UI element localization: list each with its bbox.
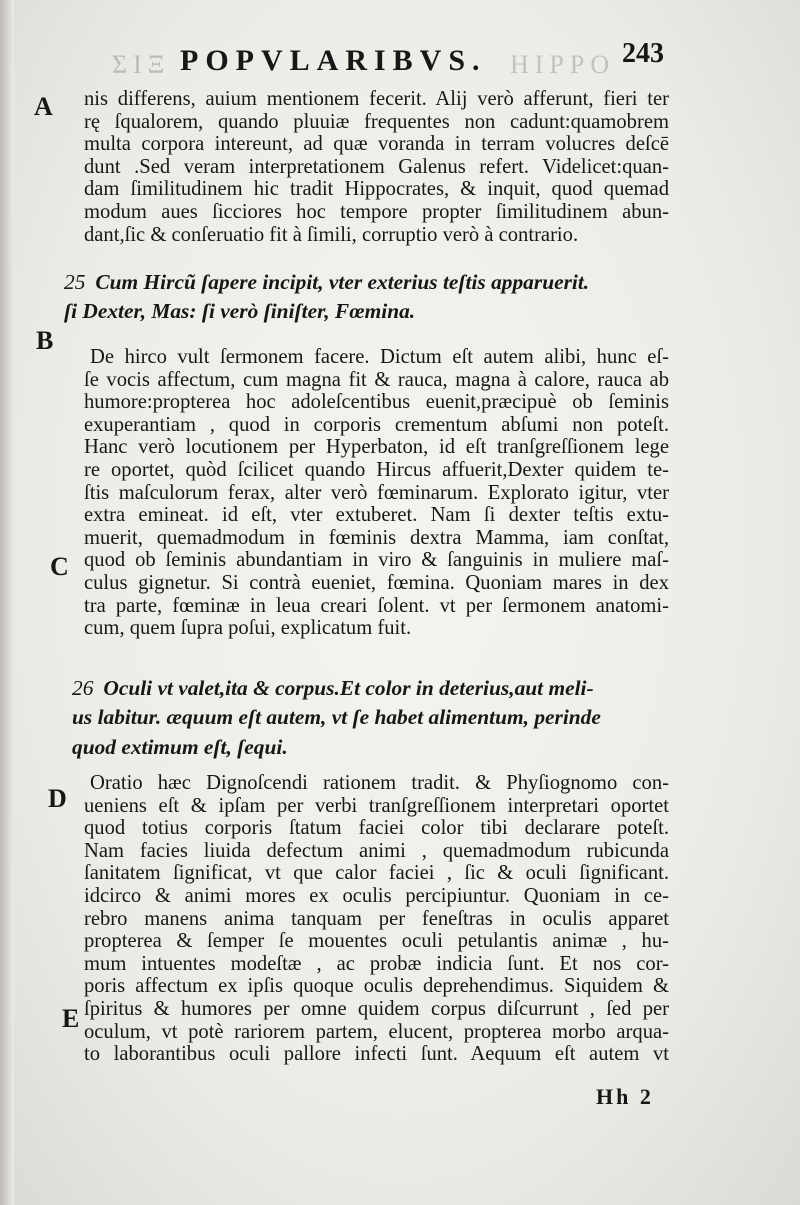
text-line: poris affectum ex ipſis quoque oculis deprehendimus. Siquidem & <box>84 975 669 998</box>
commentary-paragraph <box>84 346 669 640</box>
text-line: ueniens eſt & ipſam per verbi tranſgreſſionem interpretari oportet <box>84 794 669 817</box>
margin-letter-d: D <box>48 784 67 813</box>
page-gutter-shadow <box>0 0 14 1205</box>
text-line: culus gignetur. Si contrà eueniet, fœmina. Quoniam mares in dex <box>84 571 669 594</box>
text-line: to laborantibus oculi pallore infecti ſunt. Aequum eſt autem vt <box>84 1043 669 1066</box>
text-line: quod ob ſeminis abundantiam in viro & ſanguinis in muliere maſ- <box>84 549 669 572</box>
aphorism-26 <box>72 674 672 762</box>
text-line: Oratio hæc Dignoſcendi rationem tradit. & Phyſiognomo con- <box>90 772 669 794</box>
signature-mark: Hh 2 <box>596 1084 654 1109</box>
text-line: dunt .Sed veram interpretationem Galenus refert. Videlicet:quan- <box>84 155 669 178</box>
text-line: cum, quem ſupra poſui, explicatum fuit. <box>84 617 412 640</box>
text-line: exuperantiam , quod in corporis crementum abſumi non poteſt. <box>84 413 669 436</box>
text-line: modum aues ſicciores hoc tempore propter ſimilitudinem abun- <box>84 200 669 223</box>
margin-letter-b: B <box>36 326 54 355</box>
text-line: rę ſqualorem, quando pluuiæ frequentes non cadunt:quamobrem <box>84 110 669 133</box>
text-line: multa corpora intereunt, ad quæ voranda in terram volucres deſcē <box>84 133 669 156</box>
bleed-through-text: ΣIΞ <box>112 50 171 79</box>
page-number: 243 <box>622 38 664 69</box>
text-line: De hirco vult ſermonem facere. Dictum eſt autem alibi, hunc eſ- <box>90 346 669 368</box>
aphorism-text: us labitur. æquum eſt autem, vt ſe habet alimentum, perinde <box>72 705 601 730</box>
text-line: Nam facies liuida defectum animi , quemadmodum rubicunda <box>84 839 669 862</box>
text-line: ſe vocis affectum, cum magna fit & rauca, magna à calore, rauca ab <box>84 368 669 391</box>
running-title: POPVLARIBVS. <box>180 44 487 77</box>
text-line: quod totius corporis ſtatum faciei color tibi declarare poteſt. <box>84 817 669 840</box>
commentary-paragraph <box>84 772 669 1066</box>
aphorism-25 <box>64 268 674 327</box>
text-line: ſpiritus & humores per omne quidem corpus diſcurrunt , ſed per <box>84 997 669 1020</box>
text-line: extra emineat. id eſt, vter extuberet. Nam ſi dexter teſtis extu- <box>84 504 669 527</box>
text-line: idcirco & animi mores ex oculis percipiuntur. Quoniam in ce- <box>84 884 669 907</box>
aphorism-text: quod extimum eſt, ſequi. <box>72 734 288 759</box>
text-line: muerit, quemadmodum in fœminis dextra Mamma, iam conſtat, <box>84 526 669 549</box>
bleed-through-text: HIPPO <box>510 50 616 79</box>
aphorism-text: Oculi vt valet,ita & corpus.Et color in deterius,aut meli- <box>103 676 594 700</box>
aphorism-text: Cum Hircũ ſapere incipit, vter exterius teſtis apparuerit. <box>95 270 590 294</box>
aphorism-text: ſi Dexter, Mas: ſi verò ſiniſter, Fœmina. <box>64 299 416 324</box>
text-line: oculum, vt potè rariorem partem, elucent, propterea morbo arqua- <box>84 1020 669 1043</box>
text-line: Hanc verò locutionem per Hyperbaton, id eſt tranſgreſſionem lege <box>84 436 669 459</box>
text-line: dant,ſic & conſeruatio fit à ſimili, corruptio verò à contrario. <box>84 223 579 246</box>
text-line: humore:propterea hoc adoleſcentibus euenit,præcipuè ob ſeminis <box>84 391 669 414</box>
text-line: tra parte, fœminæ in leua creari ſolent. vt per ſermonem anatomi- <box>84 594 669 617</box>
text-line: rebro manens anima tanquam per feneſtras in oculis apparet <box>84 907 669 930</box>
text-line: nis differens, auium mentionem fecerit. Alij verò afferunt, fieri ter <box>84 88 669 110</box>
text-line: ſanitatem ſignificat, vt que calor faciei , ſic & oculi ſignificant. <box>84 862 669 885</box>
text-line: re oportet, quòd ſcilicet quando Hircus affuerit,Dexter quidem te- <box>84 458 669 481</box>
margin-letter-c: C <box>50 552 69 581</box>
aphorism-number: 25 <box>64 270 86 294</box>
text-line: mum intuentes modeſtæ , ac probæ indicia ſunt. Et nos cor- <box>84 952 669 975</box>
aphorism-number: 26 <box>72 676 94 700</box>
text-line: ſtis maſculorum ferax, alter verò fœminarum. Explorato igitur, vter <box>84 481 669 504</box>
text-line: dam ſimilitudinem hic tradit Hippocrates, & inquit, quod quemad <box>84 178 669 201</box>
margin-letter-a: A <box>34 92 53 121</box>
margin-letter-e: E <box>62 1004 80 1033</box>
text-line: propterea & ſemper ſe mouentes oculi petulantis animæ , hu- <box>84 930 669 953</box>
paragraph-continuation <box>84 88 669 246</box>
